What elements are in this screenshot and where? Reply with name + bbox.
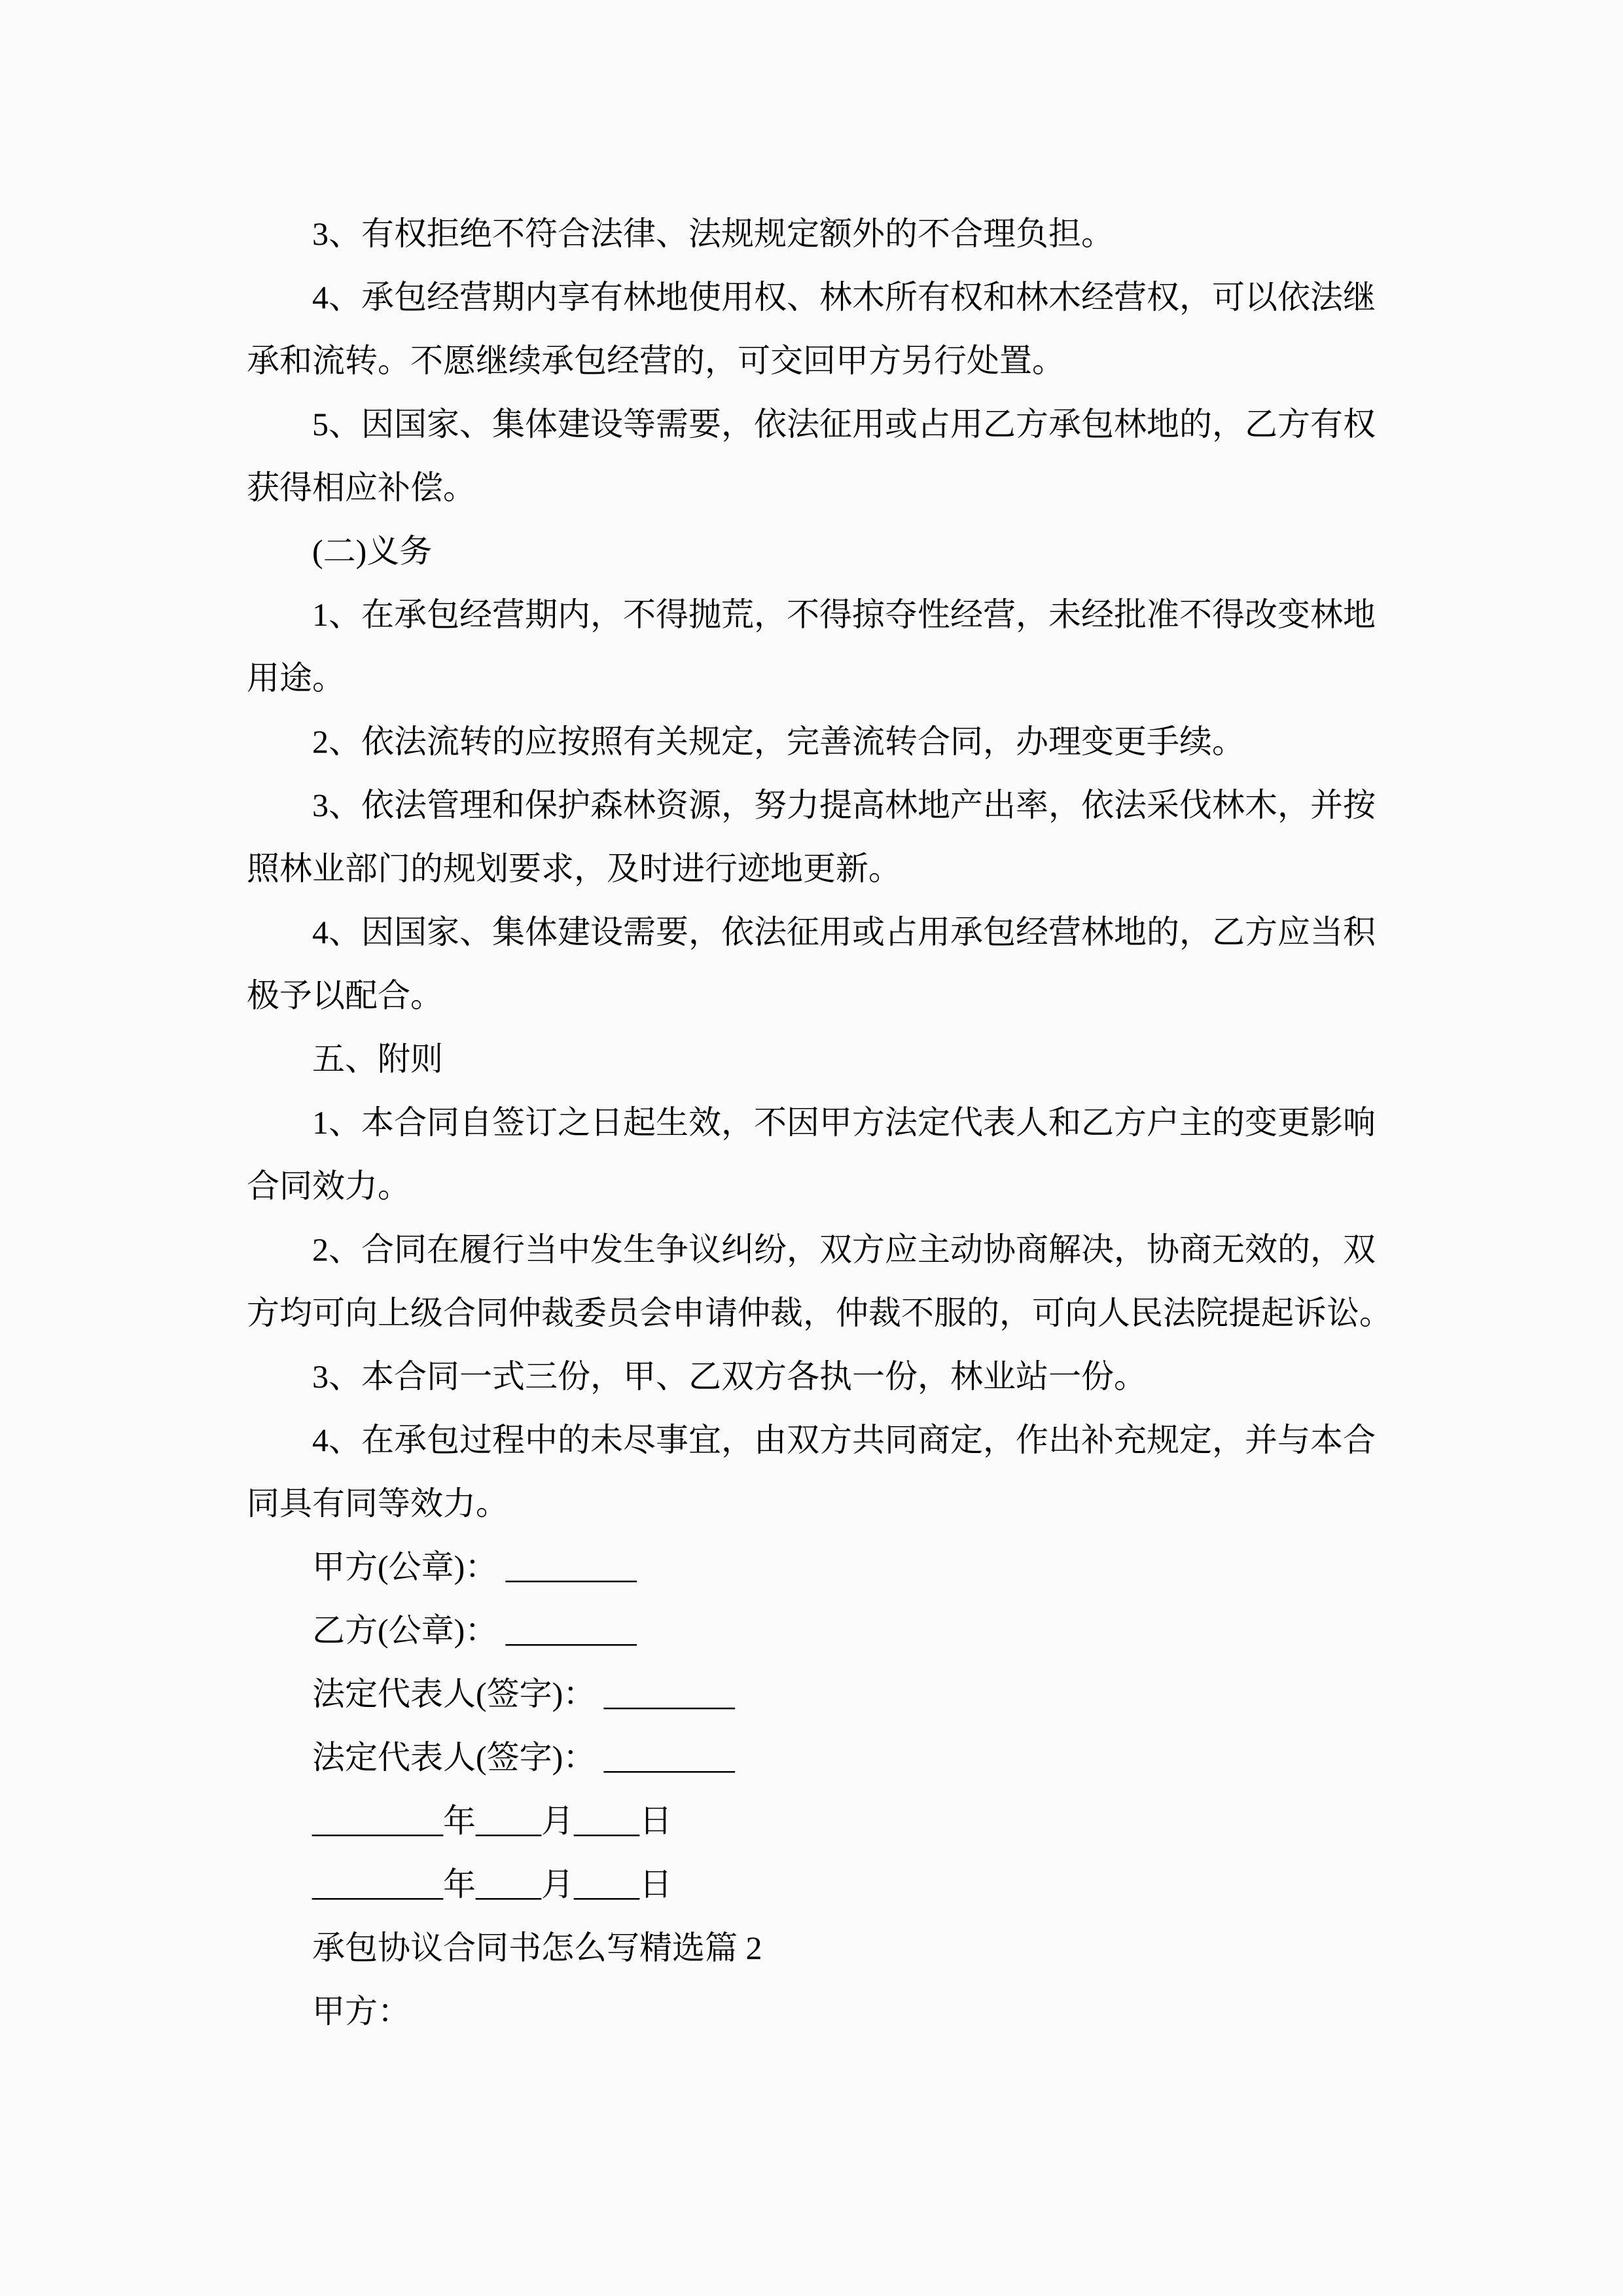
text-line: (二)义务: [312, 533, 433, 569]
text-line: 3、有权拒绝不符合法律、法规规定额外的不合理负担。: [312, 215, 1114, 252]
text-line: 获得相应补偿。: [247, 469, 476, 506]
text-line: 承和流转。不愿继续承包经营的，可交回甲方另行处置。: [247, 342, 1065, 379]
contract-text-block: [247, 202, 1412, 2043]
text-line: 3、依法管理和保护森林资源，努力提高林地产出率，依法采伐林木，并按: [312, 787, 1376, 823]
text-line: 2、合同在履行当中发生争议纠纷，双方应主动协商解决，协商无效的，双: [312, 1231, 1376, 1268]
text-line: 1、本合同自签订之日起生效，不因甲方法定代表人和乙方户主的变更影响: [312, 1104, 1376, 1141]
text-line: ________年____月____日: [312, 1866, 672, 1903]
text-line: 4、承包经营期内享有林地使用权、林木所有权和林木经营权，可以依法继: [312, 279, 1376, 315]
text-line: 法定代表人(签字)： ________: [312, 1739, 735, 1776]
text-line: 五、附则: [312, 1041, 443, 1077]
text-line: 甲方(公章)： ________: [312, 1549, 637, 1585]
text-line: 法定代表人(签字)： ________: [312, 1676, 735, 1712]
text-line: 4、在承包过程中的未尽事宜，由双方共同商定，作出补充规定，并与本合: [312, 1422, 1376, 1458]
text-line: 极予以配合。: [247, 977, 443, 1014]
text-line: 甲方：: [312, 1993, 410, 2030]
text-line: 2、依法流转的应按照有关规定，完善流转合同，办理变更手续。: [312, 723, 1245, 760]
text-line: ________年____月____日: [312, 1803, 672, 1839]
text-line: 照林业部门的规划要求，及时进行迹地更新。: [247, 850, 901, 887]
text-line: 1、在承包经营期内，不得抛荒，不得掠夺性经营，未经批准不得改变林地: [312, 596, 1376, 633]
text-line: 乙方(公章)： ________: [312, 1612, 637, 1649]
text-line: 5、因国家、集体建设等需要，依法征用或占用乙方承包林地的，乙方有权: [312, 406, 1376, 442]
text-line: 承包协议合同书怎么写精选篇 2: [312, 1929, 762, 1966]
text-line: 合同效力。: [247, 1168, 410, 1204]
text-line: 3、本合同一式三份，甲、乙双方各执一份，林业站一份。: [312, 1358, 1147, 1395]
text-line: 用途。: [247, 660, 345, 696]
text-line: 同具有同等效力。: [247, 1485, 508, 1522]
text-line: 4、因国家、集体建设需要，依法征用或占用承包经营林地的，乙方应当积: [312, 914, 1376, 950]
text-line: 方均可向上级合同仲裁委员会申请仲裁，仲裁不服的，可向人民法院提起诉讼。: [247, 1295, 1392, 1331]
